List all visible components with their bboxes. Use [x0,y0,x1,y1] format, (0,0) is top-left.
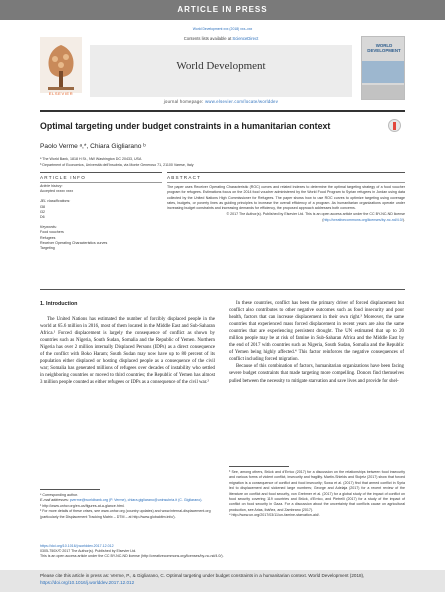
license-link[interactable]: http://creativecommons.org/licenses/by-nc-nd/4.0/ [323,217,403,222]
keyword: Targeting [40,246,55,251]
footnote-1[interactable]: ¹ http://www.unhcr.org/en-us/figures-at-a-glance.html. [40,503,125,508]
jel-code: I38 [40,204,45,209]
article-in-press-banner: ARTICLE IN PRESS [0,0,445,20]
crossmark-icon[interactable] [388,119,401,132]
affiliation-b: ᵇ Department of Economics, Università dell'Insubria, via Monte Generoso 71, 21100 Varese, Italy [40,163,194,167]
journal-homepage-link[interactable]: www.elsevier.com/locate/worlddev [205,99,279,104]
email-prefix: E-mail addresses: [40,498,70,503]
abstract-text: The paper uses Receiver Operating Characteristic (ROC) curves and related indexes to determine the optimal targeting strategy of a food voucher program for refugees. Estimations focus on the 2014 food voucher administered by the World Food Program to Syrian refugees in Jordan using data collected by the United Nations High Commissioner for Refugees. The paper shows how to use ROC curves to optimize targeting using coverage rates, budgets, or poverty lines as guiding principles to increase the overall efficiency of a program. As humanitarian organizations operate under increasing budget constraints and increasing demands for efficiency, the proposed approach addresses both concerns. [167,185,405,211]
cite-this-article-box [0,570,445,592]
cover-band [362,61,404,83]
accepted-date: Accepted xxxxx xxxx [40,189,74,194]
article-info-heading: ARTICLE INFO [40,175,86,180]
masthead-center [90,33,352,105]
issn-line: 0305-750X/© 2017 The Author(s). Published by Elsevier Ltd. [40,549,137,554]
email-links[interactable]: pverme@worldbank.org (P. Verme), chiara.gigliarano@uninsubria.it (C. Gigliarano). [69,498,203,503]
abstract-top-rule [167,172,405,173]
affiliation-a: ᵃ The World Bank, 1818 H St., NW Washington DC 20433, USA [40,157,142,161]
article-authors: Paolo Verme ᵃ,*, Chiara Gigliarano ᵇ [40,143,146,150]
copyright-end: ). [402,217,405,222]
footnote-rule-left [40,489,100,490]
abstract-heading: ABSTRACT [167,175,202,180]
journal-citation-line[interactable]: World Development xxx (2018) xxx–xxx [192,27,253,31]
contents-line [90,36,352,41]
footnotes-left [40,493,215,520]
cite-body: Please cite this article in press as: Verme, P., & Gigliarano, C. Optimal targeting under budget constraints in a humanitarian context. World Development (2018), [40,573,365,578]
footnotes-right [229,470,405,519]
jel-code: I32 [40,209,45,214]
keyword: Receiver Operating Characteristics curves [40,240,108,245]
sciencedirect-link[interactable]: ScienceDirect [232,36,259,41]
contents-prefix: Contents lists available at [183,36,233,41]
footnote-3: ³ See, among others, Brück and d'Errico (2017) for a discussion on the relationships between food insecurity and various forms of violent conflict, insecurity and fragility. Martin-Shields and Stojetz (2017) show that forced migration is a consequence of conflict and food insecurity; Sowa et al. (2017) find that armed conflict in Syria led to displacement and sickened large numbers; George and Adelaja (2017) for a recent review of the literature on conflict and food security, von Grebmer et al. (2017) for a global study of the impact of conflict on food security covering 119 countries and Brück, d'Errico, and Pietrelli (2017) for a study of the impact of conflict on food security in Gaza. For a discussion about the uncertainty that conflicts cause on agricultural production, see Arias, Ibáñez, and Zambrano (2017). [229,470,405,512]
cite-doi-link[interactable]: https://doi.org/10.1016/j.worlddev.2017.12.012 [40,579,135,585]
keywords-label: Keywords: [40,225,57,230]
footnote-4[interactable]: ⁴ http://www.un.org/2017/03/11/un-famine-starvation-aid/. [229,513,320,518]
journal-title: World Development [176,60,266,72]
article-info-top-rule [40,172,162,173]
masthead-divider [40,110,405,112]
abstract-body [167,185,405,223]
keyword: Refugees [40,235,56,240]
body-paragraph-1: In these countries, conflict has been the primary driver of forced displacement but conflict also contributes to other negative outcomes such as food insecurity and poor health, factors that can increase displacement in their own right.³ Moreover, the same countries that experienced mass forced displacement in recent years are also the same countries that are experiencing persistent drought. The UN estimated that up to 20 million people may be at risk of famine in Sub-Saharan Africa and the Middle East by the end of 2017 with countries such as Nigeria, South Sudan, Somalia and the Republic of Yemen being highly affected.⁴ This factor reinforces the negative consequences of conflict including forced migration. [229,301,404,363]
body-right-column [229,300,404,385]
body-paragraph-2: Because of this combination of factors, humanitarian organizations have been facing severe budget constraints that made targeting more compelling. Donors find themselves pulled between the necessity to mitigate starvation and save lives and provide for shel- [229,364,404,384]
introduction-heading: 1. Introduction [40,301,78,307]
keyword: Food vouchers [40,230,64,235]
jel-code: D6 [40,215,45,220]
journal-masthead [40,33,405,108]
open-access-line: This is an open access article under the CC BY-NC-ND license (http://creativecommons.org/licenses/by-nc-nd/4.0/). [40,554,224,559]
cover-title: WORLD DEVELOPMENT [367,43,401,53]
abstract-copyright [167,212,405,223]
journal-cover-thumbnail [361,36,405,100]
footnote-2: ² For more details of these crises, see www.unhcr.org (country updates) and www.internal-displacement.org (particularly the Displacement Tracking Matrix – DTM – at http://www.globaldtm.info/). [40,509,211,519]
elsevier-wordmark: ELSEVIER [48,91,74,96]
cover-band-lower [362,85,404,99]
abstract-sub-rule [167,182,405,183]
doi-link[interactable]: https://doi.org/10.1016/j.worlddev.2017.12.012 [40,544,114,548]
jel-label: JEL classifications: [40,199,71,204]
cite-text [40,573,405,586]
corresponding-author-note: * Corresponding author. [40,493,78,497]
homepage-prefix: journal homepage: [163,99,206,104]
elsevier-tree-logo [40,37,82,93]
history-label: Article history: [40,184,63,188]
footnote-rule-right [229,466,289,467]
copyright-text: © 2017 The Author(s). Published by Elsevier Ltd. This is an open access article under the CC BY-NC-ND license ( [226,212,405,222]
journal-homepage-line [90,99,352,104]
doi-block [40,544,340,560]
body-left-column [40,316,215,386]
article-info-column [40,184,162,251]
article-title: Optimal targeting under budget constraints in a humanitarian context [40,121,331,131]
front-matter-bottom-rule [40,289,405,290]
introduction-paragraph: The United Nations has estimated the number of forcibly displaced people in the world at 65.6 million in 2016, most of them located in the Middle East and Sub-Saharan Africa.¹ Forced displacement is largely the consequence of conflict as shown by countries such as Nigeria, South Sudan, Somalia and the Republic of Yemen. Northern Nigeria has over 2 million internally Displaced Persons (IDPs) as a direct consequence of the conflict with Boko Haram; South Sudan may now have up to 80 percent of its population either displaced or hosting displaced people as a consequence of the civil war; Somalia has generated millions of refugees over decades of instability who settled in neighboring countries or moved to third countries; the Republic of Yemen has almost 3 million people counted as either refugees or IDPs as a consequence of the civil war.² [40,317,215,386]
article-info-sub-rule [40,182,162,183]
